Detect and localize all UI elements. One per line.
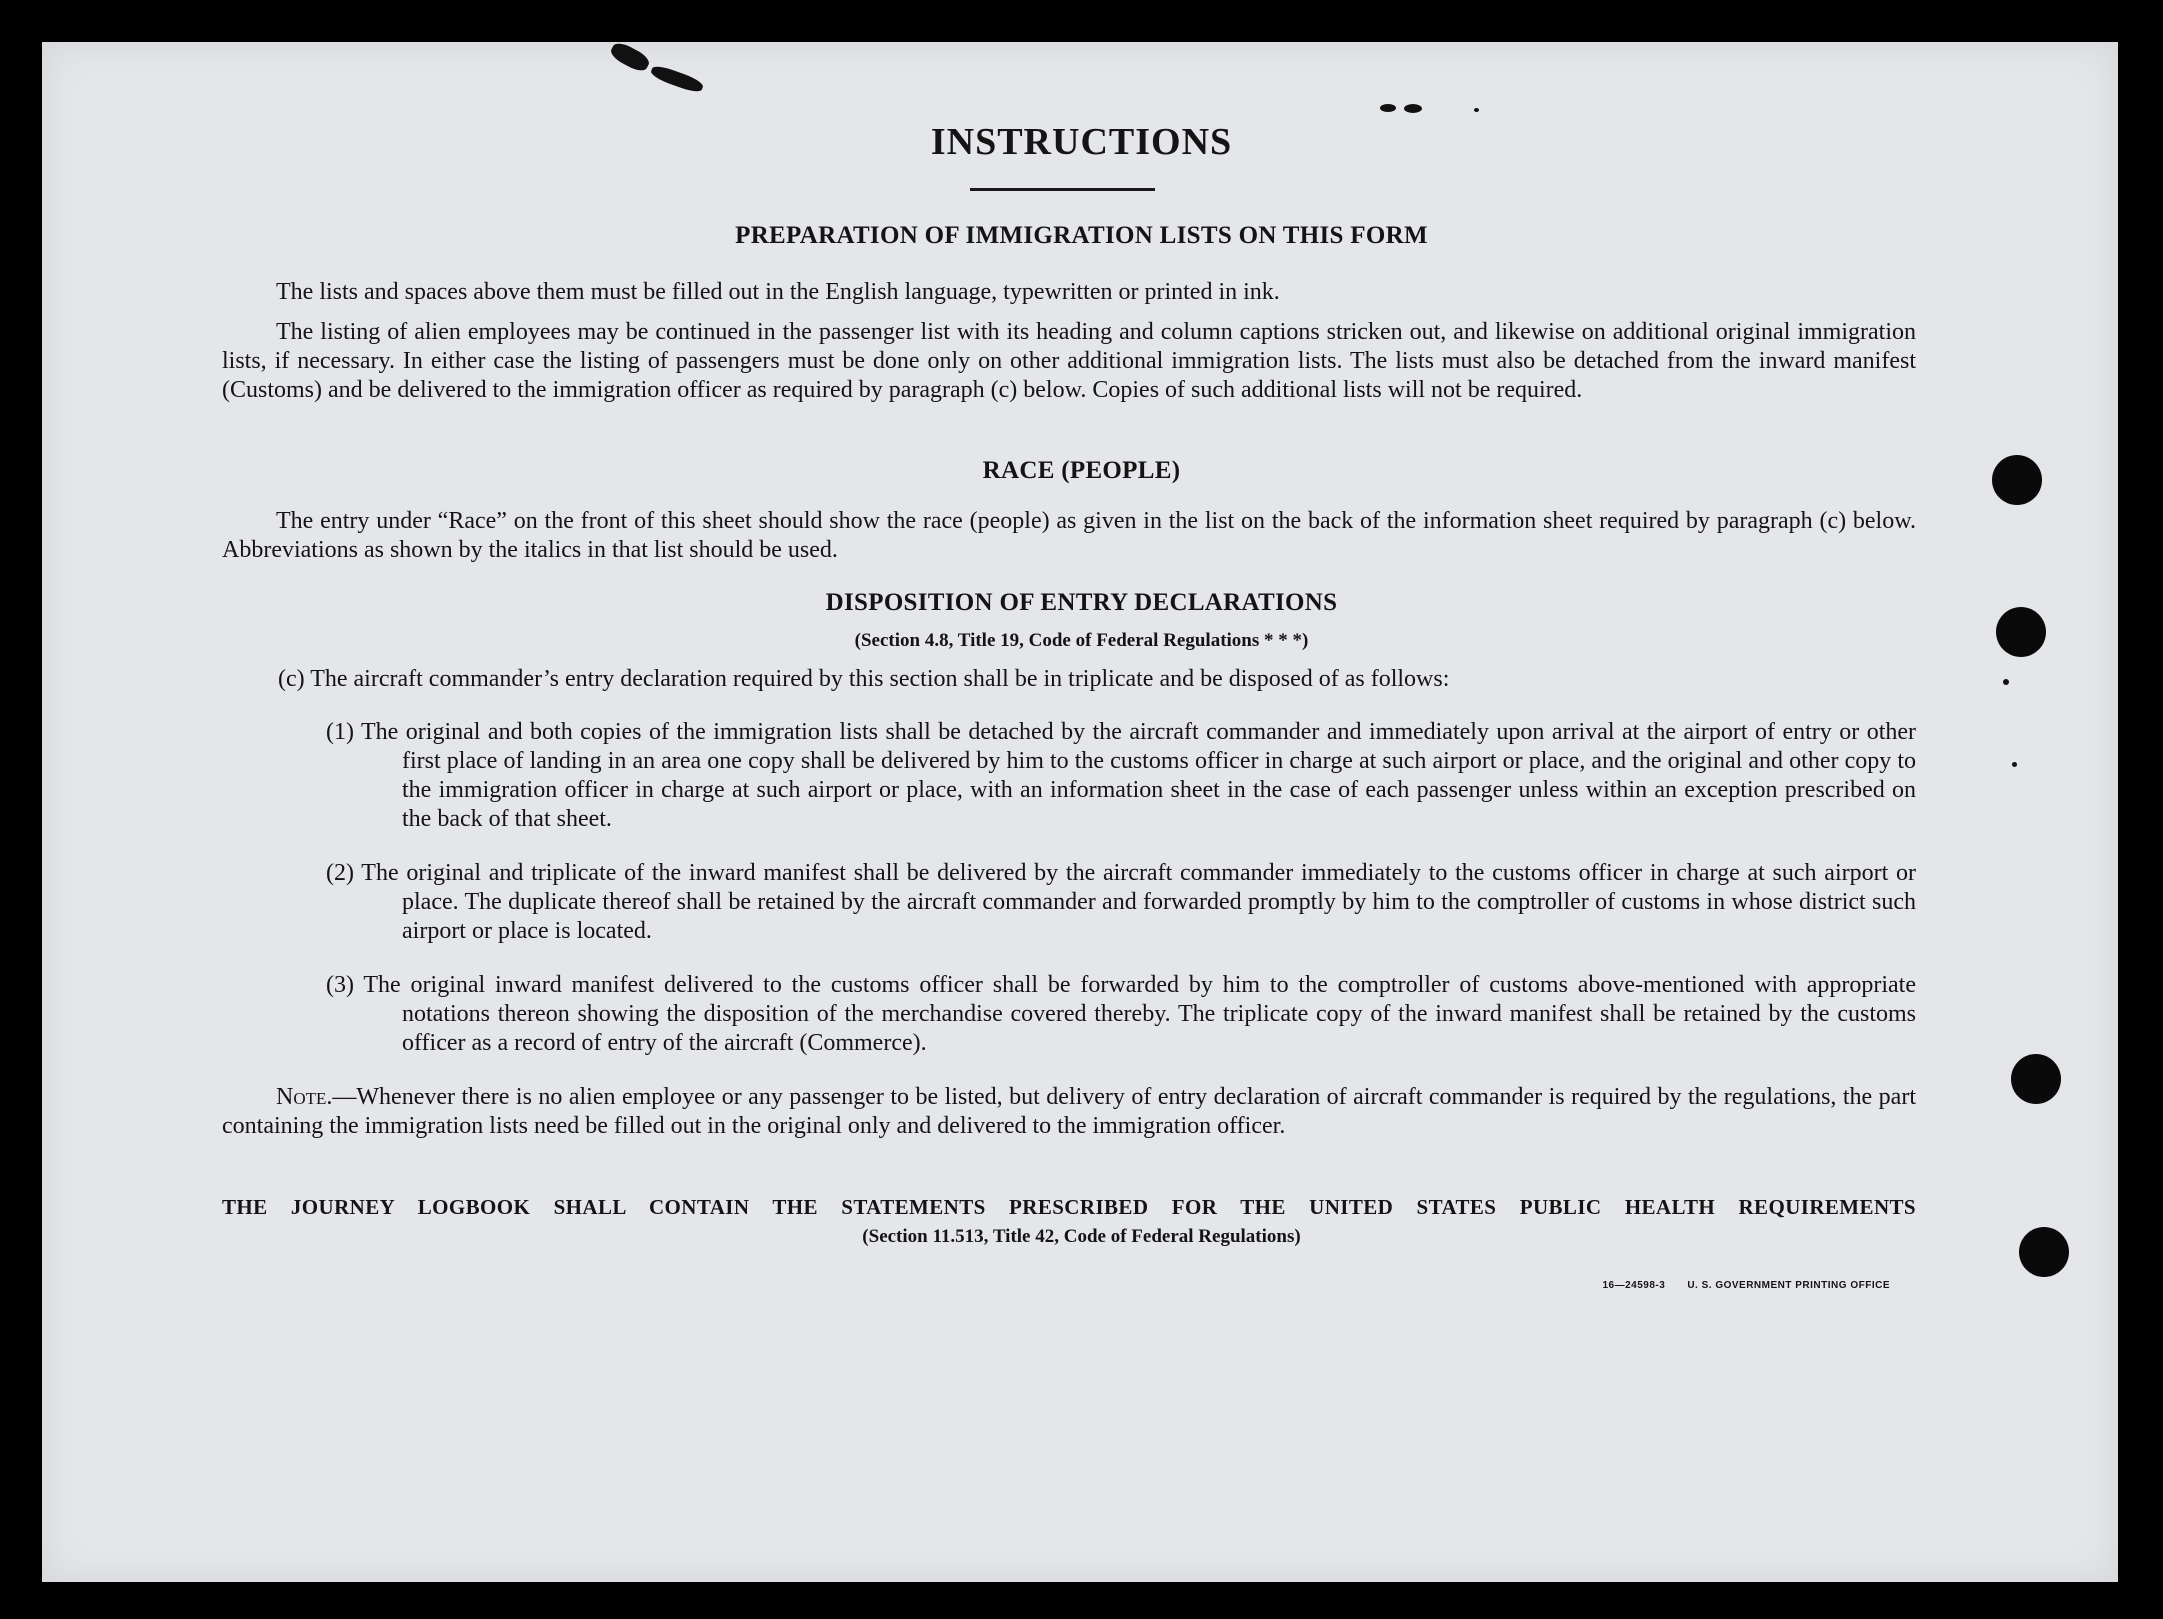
document-title: INSTRUCTIONS bbox=[930, 121, 1233, 163]
disposition-reference: (Section 4.8, Title 19, Code of Federal Regulations * * *) bbox=[854, 630, 1309, 651]
ink-smudge bbox=[1380, 104, 1396, 112]
disposition-item-3: (3) The original inward manifest delivered to the customs officer shall be forwarded by him to the comptroller of customs above-mentioned with appropriate notations thereon showing the disposition of the merchandise covered thereby. The triplicate copy of the inward manifest shall be retained by the customs officer as a record of entry of the aircraft (Commerce). bbox=[326, 972, 1916, 1056]
note-lead: Note. bbox=[276, 1084, 333, 1110]
disposition-clause-c: (c) The aircraft commander’s entry declaration required by this section shall be in triplicate and be disposed of as follows: bbox=[278, 666, 1450, 692]
journey-logbook-reference: (Section 11.513, Title 42, Code of Federal Regulations) bbox=[862, 1226, 1301, 1247]
journey-logbook-statement: THE JOURNEY LOGBOOK SHALL CONTAIN THE STATEMENTS PRESCRIBED FOR THE UNITED STATES PUBLIC HEALTH REQUIREMENTS bbox=[222, 1195, 1916, 1219]
scan-border bbox=[2118, 42, 2163, 1619]
ink-smudge bbox=[2012, 762, 2017, 767]
punch-hole bbox=[2011, 1054, 2061, 1104]
disposition-item-1: (1) The original and both copies of the immigration lists shall be detached by the aircraft commander and immediately upon arrival at the airport of entry or other first place of landing in an area one copy shall be delivered by him to the customs officer in charge at such airport or place, and the original and other copy to the immigration officer in charge at such airport or place, with an information sheet in the case of each passenger unless within an exception prescribed on the back of that sheet. bbox=[326, 719, 1916, 832]
race-paragraph: The entry under “Race” on the front of this sheet should show the race (people) as given in the list on the back of the information sheet required by paragraph (c) below. Abbreviations as shown by the italics in that list should be used. bbox=[222, 508, 1916, 563]
ink-smudge bbox=[1474, 108, 1479, 112]
printer-imprint bbox=[1540, 1280, 1890, 1291]
note-text: —Whenever there is no alien employee or any passenger to be listed, but delivery of entry declaration of aircraft commander is required by the regulations, the part containing the immigration lists need be filled out in the original only and delivered to the immigration officer. bbox=[222, 1084, 1916, 1139]
preparation-paragraph-1: The lists and spaces above them must be filled out in the English language, typewritten or printed in ink. bbox=[276, 279, 1280, 305]
disposition-heading: DISPOSITION OF ENTRY DECLARATIONS bbox=[825, 589, 1338, 616]
preparation-heading: PREPARATION OF IMMIGRATION LISTS ON THIS FORM bbox=[735, 222, 1428, 249]
disposition-item-2: (2) The original and triplicate of the inward manifest shall be delivered by the aircraft commander immediately to the customs officer in charge at such airport or place. The duplicate thereof shall be retained by the aircraft commander and forwarded promptly by him to the comptroller of customs in whose district such airport or place is located. bbox=[326, 860, 1916, 944]
race-heading: RACE (PEOPLE) bbox=[982, 457, 1181, 484]
form-number: 16—24598-3 bbox=[1602, 1280, 1666, 1291]
ink-smudge bbox=[1404, 104, 1422, 113]
printer-name: U. S. GOVERNMENT PRINTING OFFICE bbox=[1687, 1280, 1890, 1291]
note-paragraph bbox=[222, 1083, 1916, 1141]
ink-smudge bbox=[2003, 679, 2009, 685]
title-underline bbox=[970, 188, 1155, 191]
preparation-paragraph-2: The listing of alien employees may be continued in the passenger list with its heading and column captions stricken out, and likewise on additional original immigration lists, if necessary. In either case the listing of passengers must be done only on other additional immigration lists. The lists must also be detached from the inward manifest (Customs) and be delivered to the immigration officer as required by paragraph (c) below. Copies of such additional lists will not be required. bbox=[222, 319, 1916, 403]
